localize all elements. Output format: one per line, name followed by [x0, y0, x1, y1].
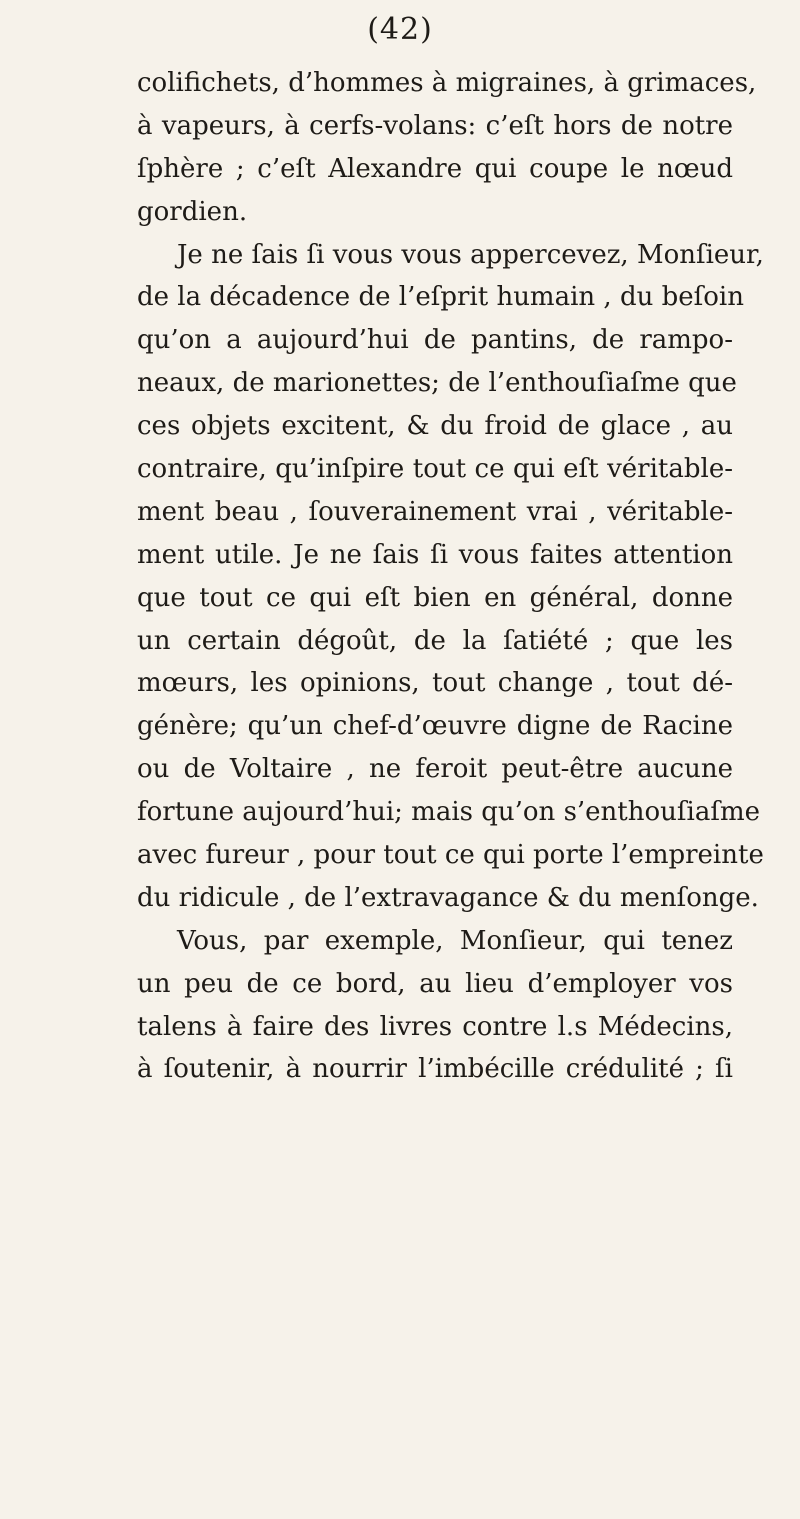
- text-line: colifichets, d’hommes à migraines, à grimaces,: [137, 68, 757, 98]
- text-line: à vapeurs, à cerfs-volans: c’eſt hors de notre: [137, 110, 733, 141]
- text-line: un certain dégoût, de la ſatiété ; que les: [137, 625, 733, 656]
- body-text: [137, 62, 764, 1091]
- text-line: mœurs, les opinions, tout change , tout dé-: [137, 668, 733, 699]
- page-number: (42): [367, 12, 433, 47]
- text-line: ces objets excitent, & du froid de glace , au: [137, 411, 733, 442]
- text-line: ou de Voltaire , ne feroit peut-être aucune: [137, 754, 733, 785]
- text-line: à ſoutenir, à nourrir l’imbécille crédulité ; ſi: [137, 1054, 733, 1085]
- text-line: que tout ce qui eſt bien en général, donne: [137, 582, 733, 613]
- text-line: gordien.: [137, 196, 248, 227]
- text-line: Je ne ſais ſi vous vous appercevez, Monſieur,: [177, 239, 764, 270]
- text-line: du ridicule , de l’extravagance & du menſonge.: [137, 882, 759, 913]
- text-line: ment utile. Je ne ſais ſi vous faites attention: [137, 539, 733, 570]
- text-line: ment beau , ſouverainement vrai , véritable-: [137, 496, 733, 527]
- text-line: un peu de ce bord, au lieu d’employer vos: [137, 968, 733, 999]
- text-line: fortune aujourd’hui; mais qu’on s’enthouſiaſme: [137, 797, 760, 828]
- text-line: talens à faire des livres contre l.s Médecins,: [137, 1011, 733, 1042]
- text-line: contraire, qu’inſpire tout ce qui eſt véritable-: [137, 454, 733, 485]
- text-line: neaux, de marionettes; de l’enthouſiaſme que: [137, 368, 737, 399]
- text-line: ſphère ; c’eſt Alexandre qui coupe le nœud: [137, 153, 733, 184]
- text-line: qu’on a aujourd’hui de pantins, de rampo-: [137, 325, 733, 356]
- text-line: avec fureur , pour tout ce qui porte l’empreinte: [137, 840, 764, 871]
- text-line: de la décadence de l’eſprit humain , du beſoin: [137, 282, 744, 313]
- text-line: génère; qu’un chef-d’œuvre digne de Racine: [137, 711, 733, 742]
- text-line: Vous, par exemple, Monſieur, qui tenez: [177, 925, 733, 956]
